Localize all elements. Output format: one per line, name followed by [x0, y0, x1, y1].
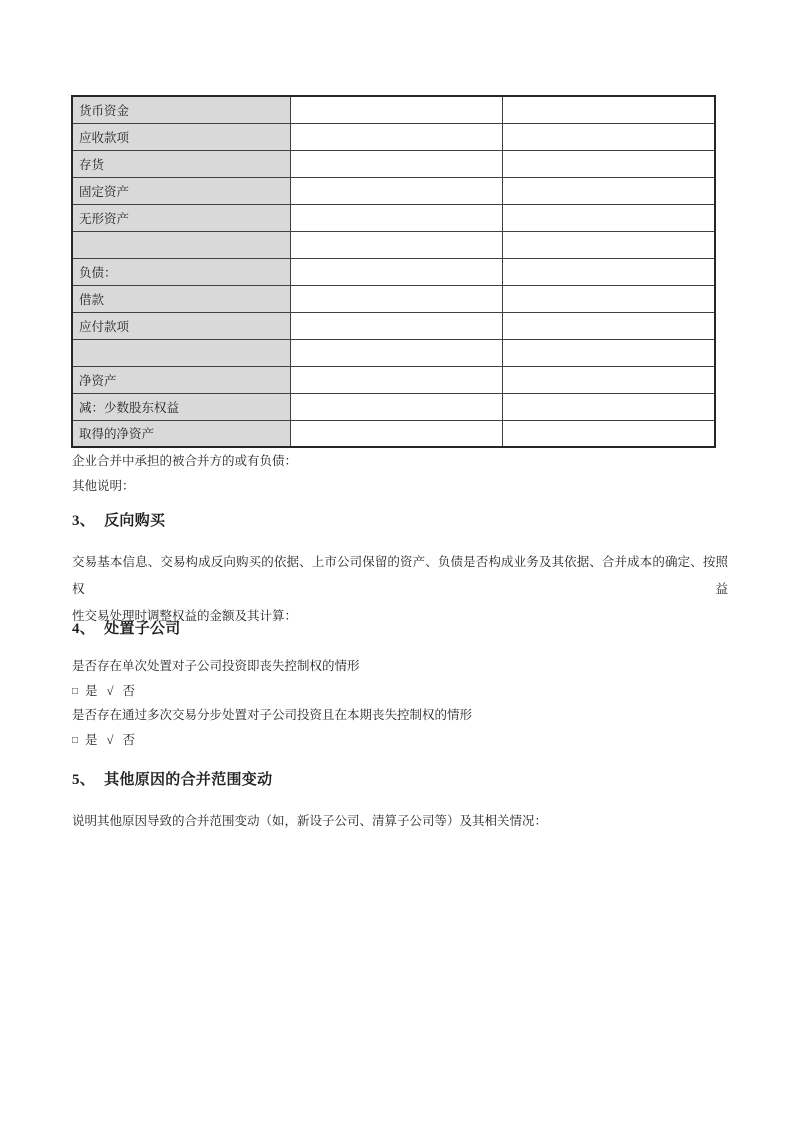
value-cell-1: [290, 393, 502, 420]
paragraph-line-1: 交易基本信息、交易构成反向购买的依据、上市公司保留的资产、负债是否构成业务及其依据、合并成本的确定、按照权益: [72, 555, 728, 596]
paragraph-line-2: 性交易处理时调整权益的金额及其计算：: [72, 609, 298, 623]
section-title: 反向购买: [104, 513, 166, 529]
value-cell-1: [290, 204, 502, 231]
value-cell-1: [290, 285, 502, 312]
row-label-cell: 负债：: [72, 258, 290, 285]
other-changes-description: 说明其他原因导致的合并范围变动（如，新设子公司、清算子公司等）及其相关情况：: [72, 814, 548, 828]
checkmark-icon: √: [106, 733, 114, 747]
value-cell-1: [290, 96, 502, 123]
table-row: [72, 123, 715, 150]
value-cell-2: [502, 339, 715, 366]
table-row: [72, 312, 715, 339]
value-cell-1: [290, 177, 502, 204]
row-label-cell: 应付款项: [72, 312, 290, 339]
table-row: [72, 231, 715, 258]
table-row: [72, 150, 715, 177]
value-cell-2: [502, 312, 715, 339]
row-label-cell: 固定资产: [72, 177, 290, 204]
section-title: 处置子公司: [104, 621, 181, 637]
row-label-cell: 无形资产: [72, 204, 290, 231]
disposal-question-1: 是否存在单次处置对子公司投资即丧失控制权的情形: [72, 659, 360, 673]
disposal-question-2: 是否存在通过多次交易分步处置对子公司投资且在本期丧失控制权的情形: [72, 708, 473, 722]
disposal-answer-2: [72, 732, 135, 750]
row-label-cell: 借款: [72, 285, 290, 312]
value-cell-1: [290, 366, 502, 393]
section-number: 3、: [72, 513, 96, 529]
row-label-cell: [72, 231, 290, 258]
table-row: [72, 204, 715, 231]
row-label-cell: 取得的净资产: [72, 420, 290, 447]
section-heading-disposal: [72, 617, 181, 638]
value-cell-2: [502, 96, 715, 123]
value-cell-2: [502, 231, 715, 258]
section-number: 5、: [72, 772, 96, 788]
value-cell-2: [502, 420, 715, 447]
yes-option-label: 是: [85, 684, 98, 698]
value-cell-2: [502, 393, 715, 420]
row-label-cell: 货币资金: [72, 96, 290, 123]
unchecked-checkbox-icon: □: [72, 735, 79, 746]
value-cell-2: [502, 150, 715, 177]
table-row: [72, 420, 715, 447]
disposal-answer-1: [72, 683, 135, 701]
no-option-label: 否: [122, 733, 135, 747]
row-label-cell: 净资产: [72, 366, 290, 393]
table-row: [72, 339, 715, 366]
section-number: 4、: [72, 621, 96, 637]
table-row: [72, 366, 715, 393]
checkmark-icon: √: [106, 684, 114, 698]
value-cell-1: [290, 420, 502, 447]
other-note: 其他说明：: [72, 479, 135, 493]
no-option-label: 否: [122, 684, 135, 698]
contingent-liabilities-note: 企业合并中承担的被合并方的或有负债：: [72, 454, 298, 468]
value-cell-2: [502, 285, 715, 312]
table-row: [72, 96, 715, 123]
row-label-cell: 减：少数股东权益: [72, 393, 290, 420]
row-label-cell: [72, 339, 290, 366]
value-cell-1: [290, 258, 502, 285]
table-row: [72, 258, 715, 285]
value-cell-1: [290, 339, 502, 366]
unchecked-checkbox-icon: □: [72, 686, 79, 697]
row-label-cell: 存货: [72, 150, 290, 177]
value-cell-2: [502, 123, 715, 150]
value-cell-2: [502, 258, 715, 285]
table-row: [72, 393, 715, 420]
value-cell-2: [502, 177, 715, 204]
acquiree-assets-liabilities-table: [71, 95, 716, 448]
value-cell-1: [290, 312, 502, 339]
section-title: 其他原因的合并范围变动: [104, 772, 273, 788]
value-cell-2: [502, 366, 715, 393]
value-cell-2: [502, 204, 715, 231]
value-cell-1: [290, 150, 502, 177]
yes-option-label: 是: [85, 733, 98, 747]
value-cell-1: [290, 123, 502, 150]
section-heading-reverse-purchase: [72, 509, 165, 530]
row-label-cell: 应收款项: [72, 123, 290, 150]
table-row: [72, 177, 715, 204]
section-heading-other-changes: [72, 768, 272, 789]
value-cell-1: [290, 231, 502, 258]
table-row: [72, 285, 715, 312]
